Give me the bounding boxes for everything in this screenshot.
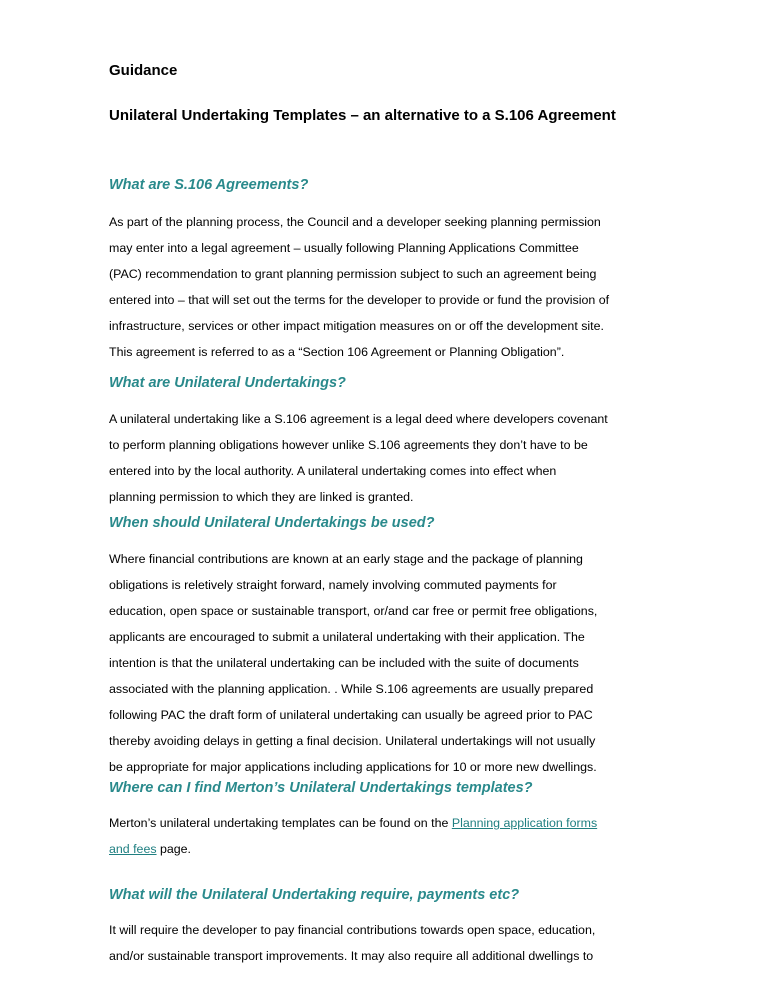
text-line: A unilateral undertaking like a S.106 agreement is a legal deed where developers covenant	[109, 412, 608, 426]
text-line: planning permission to which they are linked is granted.	[109, 490, 414, 504]
section-body-unilateral	[109, 406, 709, 510]
section-body-where	[109, 810, 709, 862]
text-line: associated with the planning application. . While S.106 agreements are usually prepared	[109, 682, 594, 696]
section-heading-s106: What are S.106 Agreements?	[109, 177, 309, 193]
text-line	[109, 836, 709, 862]
document-title: Guidance	[109, 62, 178, 79]
section-heading-unilateral: What are Unilateral Undertakings?	[109, 375, 346, 391]
text-line: thereby avoiding delays in getting a final decision. Unilateral undertakings will not usually	[109, 734, 596, 748]
section-heading-when: When should Unilateral Undertakings be used?	[109, 515, 435, 531]
section-body-when	[109, 546, 709, 780]
text-line: may enter into a legal agreement – usually following Planning Applications Committee	[109, 241, 579, 255]
text-line: and/or sustainable transport improvements. It may also require all additional dwellings to	[109, 949, 594, 963]
text-line: applicants are encouraged to submit a unilateral undertaking with their application. The	[109, 630, 585, 644]
text-line: intention is that the unilateral undertaking can be included with the suite of documents	[109, 656, 579, 670]
text-line: following PAC the draft form of unilateral undertaking can usually be agreed prior to PAC	[109, 708, 593, 722]
text-line: As part of the planning process, the Council and a developer seeking planning permission	[109, 215, 601, 229]
text-line: It will require the developer to pay financial contributions towards open space, education,	[109, 923, 596, 937]
text-line: be appropriate for major applications including applications for 10 or more new dwellings.	[109, 760, 597, 774]
text-line: infrastructure, services or other impact mitigation measures on or off the development site.	[109, 319, 604, 333]
planning-forms-link-continued[interactable]: and fees	[109, 842, 157, 856]
text-line: entered into – that will set out the terms for the developer to provide or fund the provision of	[109, 293, 610, 307]
text-line: Where financial contributions are known at an early stage and the package of planning	[109, 552, 583, 566]
text-line: education, open space or sustainable transport, or/and car free or permit free obligations,	[109, 604, 598, 618]
text-line: to perform planning obligations however unlike S.106 agreements they don’t have to be	[109, 438, 588, 452]
text-line: (PAC) recommendation to grant planning permission subject to such an agreement being	[109, 267, 597, 281]
section-heading-where: Where can I find Merton’s Unilateral Undertakings templates?	[109, 780, 533, 796]
text-fragment: Merton’s unilateral undertaking templates can be found on the	[109, 816, 452, 830]
planning-forms-link[interactable]: Planning application forms	[451, 816, 598, 830]
text-line: entered into by the local authority. A unilateral undertaking comes into effect when	[109, 464, 557, 478]
section-heading-requirements: What will the Unilateral Undertaking require, payments etc?	[109, 887, 520, 903]
text-fragment: page.	[156, 842, 191, 856]
text-line	[109, 810, 709, 836]
section-body-requirements	[109, 917, 709, 969]
text-line: This agreement is referred to as a “Section 106 Agreement or Planning Obligation”.	[109, 345, 565, 359]
document-subtitle: Unilateral Undertaking Templates – an alternative to a S.106 Agreement	[109, 107, 616, 124]
section-body-s106	[109, 209, 709, 365]
text-line: obligations is reletively straight forward, namely involving commuted payments for	[109, 578, 557, 592]
